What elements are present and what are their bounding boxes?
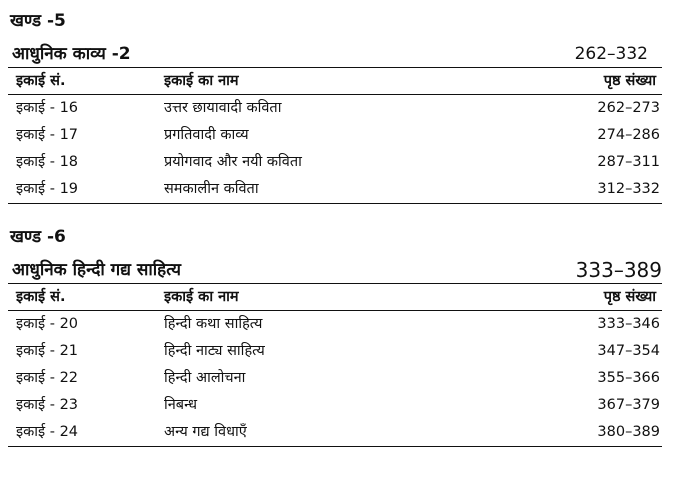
- section-header: [8, 37, 662, 67]
- table-row: [8, 392, 662, 419]
- unit-pages: 333–346: [597, 316, 660, 332]
- table-row: [8, 176, 662, 203]
- table-row: [8, 122, 662, 149]
- section-title: आधुनिक हिन्दी गद्य साहित्य: [12, 260, 181, 280]
- toc-table: [8, 67, 662, 204]
- table-header: [8, 284, 662, 311]
- unit-number: इकाई - 22: [16, 370, 79, 386]
- unit-pages: 312–332: [597, 181, 660, 197]
- unit-pages: 380–389: [597, 424, 660, 440]
- table-row: [8, 419, 662, 446]
- unit-pages: 367–379: [597, 397, 660, 413]
- unit-number: इकाई - 24: [16, 424, 79, 440]
- table-row: [8, 149, 662, 176]
- column-header-name: इकाई का नाम: [164, 289, 239, 305]
- unit-number: इकाई - 18: [16, 154, 79, 170]
- toc-table: [8, 283, 662, 447]
- unit-number: इकाई - 17: [16, 127, 79, 143]
- unit-name: हिन्दी आलोचना: [164, 370, 246, 386]
- unit-name: निबन्ध: [164, 397, 198, 413]
- unit-pages: 287–311: [597, 154, 660, 170]
- unit-pages: 274–286: [597, 127, 660, 143]
- unit-pages: 355–366: [597, 370, 660, 386]
- unit-number: इकाई - 21: [16, 343, 79, 359]
- section-khand-5: [8, 8, 662, 204]
- unit-number: इकाई - 16: [16, 100, 79, 116]
- section-title: आधुनिक काव्य -2: [12, 44, 131, 64]
- column-header-name: इकाई का नाम: [164, 73, 239, 89]
- column-header-unit: इकाई सं.: [16, 73, 66, 89]
- unit-name: उत्तर छायावादी कविता: [164, 100, 282, 116]
- unit-pages: 262–273: [597, 100, 660, 116]
- table-row: [8, 365, 662, 392]
- column-header-unit: इकाई सं.: [16, 289, 66, 305]
- unit-name: अन्य गद्य विधाएँ: [164, 424, 247, 440]
- unit-name: हिन्दी नाट्य साहित्य: [164, 343, 265, 359]
- table-header: [8, 68, 662, 95]
- unit-name: हिन्दी कथा साहित्य: [164, 316, 263, 332]
- section-page-range: 262–332: [574, 44, 648, 64]
- section-label: खण्ड -6: [10, 227, 66, 247]
- column-header-page: पृष्ठ संख्या: [603, 73, 656, 89]
- table-row: [8, 95, 662, 122]
- section-header: [8, 253, 662, 283]
- section-khand-6: [8, 224, 662, 447]
- unit-pages: 347–354: [597, 343, 660, 359]
- column-header-page: पृष्ठ संख्या: [603, 289, 656, 305]
- unit-number: इकाई - 19: [16, 181, 79, 197]
- unit-name: प्रगतिवादी काव्य: [164, 127, 249, 143]
- unit-number: इकाई - 20: [16, 316, 79, 332]
- unit-name: प्रयोगवाद और नयी कविता: [164, 154, 302, 170]
- section-label: खण्ड -5: [10, 11, 66, 31]
- table-row: [8, 311, 662, 338]
- unit-name: समकालीन कविता: [164, 181, 259, 197]
- unit-number: इकाई - 23: [16, 397, 79, 413]
- section-page-range: 333–389: [575, 258, 662, 282]
- table-row: [8, 338, 662, 365]
